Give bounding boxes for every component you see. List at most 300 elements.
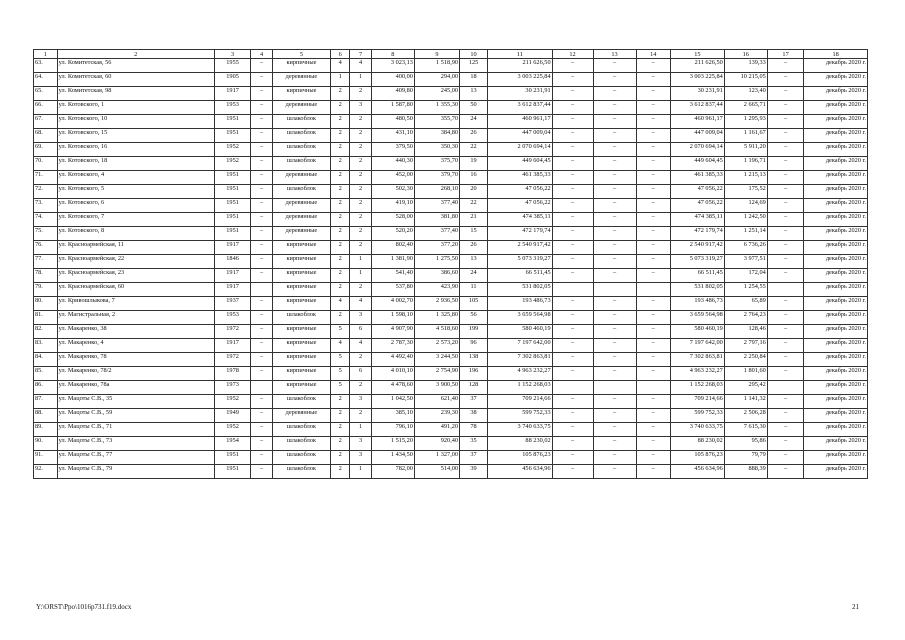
table-row [34,451,868,465]
table-cell: – [251,395,273,409]
table-cell: – [767,325,804,339]
table-cell: 63. [34,59,58,73]
table-cell: кирпичные [272,269,330,283]
table-cell: 138 [460,353,488,367]
table-cell: деревянные [272,213,330,227]
table-cell: 22 [460,199,488,213]
table-cell: – [593,59,636,73]
table-row [34,409,868,423]
table-cell: – [593,423,636,437]
table-cell: – [767,87,804,101]
table-cell: шлакоблок [272,423,330,437]
table-cell: декабрь 2020 г. [804,87,868,101]
table-cell: декабрь 2020 г. [804,381,868,395]
table-cell: – [593,451,636,465]
table-cell: шлакоблок [272,451,330,465]
table-cell: – [593,255,636,269]
table-cell: декабрь 2020 г. [804,213,868,227]
table-cell: – [636,465,670,479]
table-cell: 125 [460,59,488,73]
table-cell: – [636,59,670,73]
table-cell: 599 752,33 [670,409,724,423]
table-cell: – [636,437,670,451]
table-cell: деревянные [272,171,330,185]
table-cell: – [636,227,670,241]
table-cell: – [636,115,670,129]
table-cell: 70. [34,157,58,171]
table-cell: ул. Макаренко, 78/2 [57,367,214,381]
table-cell: декабрь 2020 г. [804,465,868,479]
table-cell: 3 [350,451,372,465]
table-cell: 3 003 225,84 [488,73,553,87]
table-row [34,213,868,227]
table-cell: – [251,311,273,325]
table-header-row [34,50,868,59]
table-cell: – [552,465,593,479]
table-cell: – [767,367,804,381]
table-cell: шлакоблок [272,185,330,199]
table-cell: – [767,227,804,241]
table-cell: – [636,171,670,185]
column-number: 6 [330,50,349,59]
table-cell: 1917 [214,339,251,353]
table-cell: декабрь 2020 г. [804,297,868,311]
table-cell: 531 802,05 [488,283,553,297]
table-cell: 81. [34,311,58,325]
table-cell: – [636,311,670,325]
table-cell: – [593,157,636,171]
table-cell: 2 [350,381,372,395]
table-cell: 6 [350,325,372,339]
table-cell: – [636,269,670,283]
table-cell: – [767,129,804,143]
table-cell: – [767,395,804,409]
table-cell: ул. Мацоты С.В., 77 [57,451,214,465]
table-cell: – [593,241,636,255]
table-cell: 1 801,60 [724,367,767,381]
table-cell [552,283,593,297]
table-row [34,269,868,283]
table-cell: шлакоблок [272,129,330,143]
table-cell: 2 764,23 [724,311,767,325]
table-cell: 460 961,17 [488,115,553,129]
table-cell: 782,00 [371,465,414,479]
table-cell: 1 325,80 [414,311,459,325]
table-cell: 4 002,70 [371,297,414,311]
table-cell: – [593,185,636,199]
table-cell: 92. [34,465,58,479]
table-row [34,395,868,409]
table-cell: 2 [330,171,349,185]
table-cell: 452,00 [371,171,414,185]
table-cell: 79. [34,283,58,297]
table-cell: 386,60 [414,269,459,283]
table-cell: 87. [34,395,58,409]
table-cell: 15 [460,227,488,241]
table-cell: – [552,101,593,115]
column-number: 17 [767,50,804,59]
table-cell: – [767,297,804,311]
table-cell: 1954 [214,437,251,451]
table-cell: 1917 [214,241,251,255]
table-cell: 73. [34,199,58,213]
table-cell: 90. [34,437,58,451]
table-cell: – [251,367,273,381]
table-row [34,227,868,241]
table-cell: – [251,129,273,143]
table-cell: 105 876,23 [488,451,553,465]
table-cell: – [593,339,636,353]
table-cell: 423,90 [414,283,459,297]
table-cell: 2 [330,409,349,423]
table-cell: 3 244,50 [414,353,459,367]
table-cell: 20 [460,185,488,199]
table-cell: – [636,241,670,255]
table-cell: – [593,227,636,241]
table-cell: 3 740 633,75 [488,423,553,437]
table-cell: 377,20 [414,241,459,255]
table-cell: – [593,437,636,451]
table-cell: 85. [34,367,58,381]
table-cell: – [251,213,273,227]
table-cell: – [636,199,670,213]
table-cell: декабрь 2020 г. [804,451,868,465]
table-row [34,157,868,171]
table-cell: – [552,437,593,451]
column-number: 5 [272,50,330,59]
table-cell: 2 540 917,42 [488,241,553,255]
table-cell: ул. Макаренко, 78 [57,353,214,367]
table-cell: 1 275,50 [414,255,459,269]
table-cell: 75. [34,227,58,241]
table-cell: декабрь 2020 г. [804,283,868,297]
table-cell: – [636,143,670,157]
table-cell: 5 073 319,27 [488,255,553,269]
table-row [34,423,868,437]
table-cell: 3 740 633,75 [670,423,724,437]
table-cell: ул. Котовского, 8 [57,227,214,241]
table-cell: – [593,73,636,87]
table-cell: 193 486,73 [670,297,724,311]
table-cell: ул. Котовского, 6 [57,199,214,213]
table-cell: 74. [34,213,58,227]
table-cell: 78 [460,423,488,437]
table-row [34,59,868,73]
table-cell: 1952 [214,143,251,157]
table-cell: 10 215,05 [724,73,767,87]
table-cell: – [767,185,804,199]
table-cell: 2 [350,171,372,185]
table-cell: 385,10 [371,409,414,423]
table-cell: 1 518,90 [414,59,459,73]
table-cell: ул. Макаренко, 4 [57,339,214,353]
table-cell: декабрь 2020 г. [804,115,868,129]
table-cell: – [251,465,273,479]
table-cell: – [593,143,636,157]
table-cell: ул. Котовского, 7 [57,213,214,227]
table-row [34,129,868,143]
table-cell: 4 478,60 [371,381,414,395]
table-cell: 37 [460,395,488,409]
table-cell [251,283,273,297]
table-cell: – [251,199,273,213]
table-cell: 377,40 [414,227,459,241]
table-cell: – [552,269,593,283]
table-cell: – [767,171,804,185]
table-cell: 3 [350,311,372,325]
table-cell: 22 [460,143,488,157]
table-cell: кирпичные [272,353,330,367]
table-cell: ул. Котовского, 5 [57,185,214,199]
table-cell: 26 [460,129,488,143]
table-cell: – [636,255,670,269]
table-cell: 377,40 [414,199,459,213]
table-cell: ул. Мацоты С.В., 79 [57,465,214,479]
table-cell: 460 961,17 [670,115,724,129]
table-cell: ул. Красноармейская, 60 [57,283,214,297]
table-cell: 1952 [214,423,251,437]
table-cell: – [767,255,804,269]
table-cell: – [767,465,804,479]
table-cell: – [251,339,273,353]
table-cell: – [251,423,273,437]
table-cell: 2 787,30 [371,339,414,353]
table-cell: 1951 [214,199,251,213]
table-cell: 139,33 [724,59,767,73]
table-cell: – [251,409,273,423]
table-cell: – [552,115,593,129]
table-cell: – [593,409,636,423]
table-cell: – [767,73,804,87]
table-cell: ул. Красноармейская, 23 [57,269,214,283]
table-cell: 1 141,32 [724,395,767,409]
table-cell: – [636,367,670,381]
table-cell: – [251,269,273,283]
table-cell: 379,70 [414,171,459,185]
table-cell: – [251,59,273,73]
table-cell: 124,69 [724,199,767,213]
table-cell: 1 [330,73,349,87]
table-cell: кирпичные [272,297,330,311]
table-cell: декабрь 2020 г. [804,367,868,381]
table-row [34,73,868,87]
table-cell: – [251,157,273,171]
table-cell: 409,80 [371,87,414,101]
table-cell: 1 215,13 [724,171,767,185]
table-cell: – [636,157,670,171]
table-cell: 1846 [214,255,251,269]
table-cell: 1 598,10 [371,311,414,325]
table-cell: 447 009,04 [488,129,553,143]
table-row [34,465,868,479]
table-cell: декабрь 2020 г. [804,437,868,451]
table-cell: кирпичные [272,381,330,395]
table-cell: 1952 [214,157,251,171]
file-path-footer: Y:\ORST\Ppo\1016p731.f19.docx [36,603,132,611]
table-cell: – [593,115,636,129]
table-cell: 537,80 [371,283,414,297]
table-cell: 4 [330,59,349,73]
table-cell: – [767,423,804,437]
table-cell: – [767,437,804,451]
table-cell: – [593,353,636,367]
table-cell: кирпичные [272,367,330,381]
table-cell: 2 [330,227,349,241]
table-cell: 1 [350,73,372,87]
table-cell: 1952 [214,395,251,409]
table-cell: 355,70 [414,115,459,129]
table-cell: – [593,325,636,339]
table-row [34,367,868,381]
table-cell: 24 [460,115,488,129]
table-cell: шлакоблок [272,143,330,157]
table-cell: 461 385,33 [670,171,724,185]
table-cell: ул. Комитетская, 60 [57,73,214,87]
table-cell: 83. [34,339,58,353]
table-cell: 580 460,19 [488,325,553,339]
table-cell: декабрь 2020 г. [804,185,868,199]
column-number: 9 [414,50,459,59]
table-cell: – [593,297,636,311]
table-cell: – [636,325,670,339]
table-cell: 80. [34,297,58,311]
table-cell: – [552,59,593,73]
table-cell: 18 [460,73,488,87]
table-cell: 5 [330,381,349,395]
column-number: 10 [460,50,488,59]
column-number: 13 [593,50,636,59]
column-number: 15 [670,50,724,59]
column-number: 18 [804,50,868,59]
table-cell: 1 242,50 [724,213,767,227]
table-cell: 1 [350,423,372,437]
housing-register-table [33,49,868,479]
table-cell: декабрь 2020 г. [804,171,868,185]
table-cell: – [767,269,804,283]
table-cell: – [767,213,804,227]
table-cell: 1 251,14 [724,227,767,241]
table-cell: 19 [460,157,488,171]
table-cell: 1951 [214,185,251,199]
column-number: 3 [214,50,251,59]
column-number: 12 [552,50,593,59]
table-cell: 37 [460,451,488,465]
table-cell: 1917 [214,283,251,297]
table-cell: ул. Красноармейская, 11 [57,241,214,255]
table-cell: 5 911,20 [724,143,767,157]
table-cell: – [767,157,804,171]
table-cell: ул. Комитетская, 56 [57,59,214,73]
table-cell: декабрь 2020 г. [804,395,868,409]
table-cell: 1937 [214,297,251,311]
table-cell: – [636,339,670,353]
table-cell: 3 [350,395,372,409]
table-cell: 193 486,73 [488,297,553,311]
table-row [34,185,868,199]
table-cell: декабрь 2020 г. [804,73,868,87]
table-cell: 2 [350,129,372,143]
table-cell: 91. [34,451,58,465]
table-cell: деревянные [272,199,330,213]
table-cell: деревянные [272,227,330,241]
table-cell: – [593,101,636,115]
table-cell: 796,10 [371,423,414,437]
table-cell: 172,04 [724,269,767,283]
table-cell [636,381,670,395]
table-cell: – [636,353,670,367]
table-cell: 2 [330,143,349,157]
table-cell: 1951 [214,171,251,185]
table-cell: 96 [460,339,488,353]
table-cell: 2 [350,199,372,213]
table-cell: 2 [330,255,349,269]
column-number: 2 [57,50,214,59]
table-cell: 84. [34,353,58,367]
table-cell: – [636,409,670,423]
table-cell: ул. Мацоты С.В., 73 [57,437,214,451]
table-cell [593,381,636,395]
table-cell [767,381,804,395]
table-cell: – [636,395,670,409]
table-cell: 1917 [214,87,251,101]
table-row [34,241,868,255]
table-cell: 7 197 642,00 [670,339,724,353]
table-cell: 294,00 [414,73,459,87]
table-cell: 7 302 863,81 [488,353,553,367]
table-cell: 2 [330,465,349,479]
table-cell: 2 [330,437,349,451]
table-cell: 245,00 [414,87,459,101]
table-cell: декабрь 2020 г. [804,339,868,353]
table-cell: – [767,353,804,367]
table-cell: – [552,171,593,185]
table-row [34,311,868,325]
table-cell: 541,40 [371,269,414,283]
table-cell: 1978 [214,367,251,381]
table-cell: – [636,129,670,143]
table-cell: 1953 [214,101,251,115]
table-cell: 3 [350,437,372,451]
table-cell: 447 009,04 [670,129,724,143]
table-cell: шлакоблок [272,437,330,451]
table-cell: 2 [350,87,372,101]
table-cell: 1917 [214,269,251,283]
table-cell: – [251,353,273,367]
table-cell: 7 302 863,81 [670,353,724,367]
table-cell: 72. [34,185,58,199]
table-cell: 5 073 319,27 [670,255,724,269]
table-cell: 6 [350,367,372,381]
table-cell: 89. [34,423,58,437]
table-cell: 514,00 [414,465,459,479]
table-cell: 2 [330,115,349,129]
table-cell: кирпичные [272,339,330,353]
table-cell: ул. Мацоты С.В., 71 [57,423,214,437]
table-cell: 88 230,02 [488,437,553,451]
page-number: 21 [852,603,859,611]
table-cell: 95,86 [724,437,767,451]
table-cell: – [552,297,593,311]
table-cell: 199 [460,325,488,339]
table-cell: 56 [460,311,488,325]
table-cell: 2 250,84 [724,353,767,367]
table-cell: – [552,311,593,325]
table-cell: ул. Котовского, 18 [57,157,214,171]
table-cell: 175,52 [724,185,767,199]
table-cell: 66 511,45 [488,269,553,283]
table-cell: – [552,143,593,157]
table-row [34,325,868,339]
